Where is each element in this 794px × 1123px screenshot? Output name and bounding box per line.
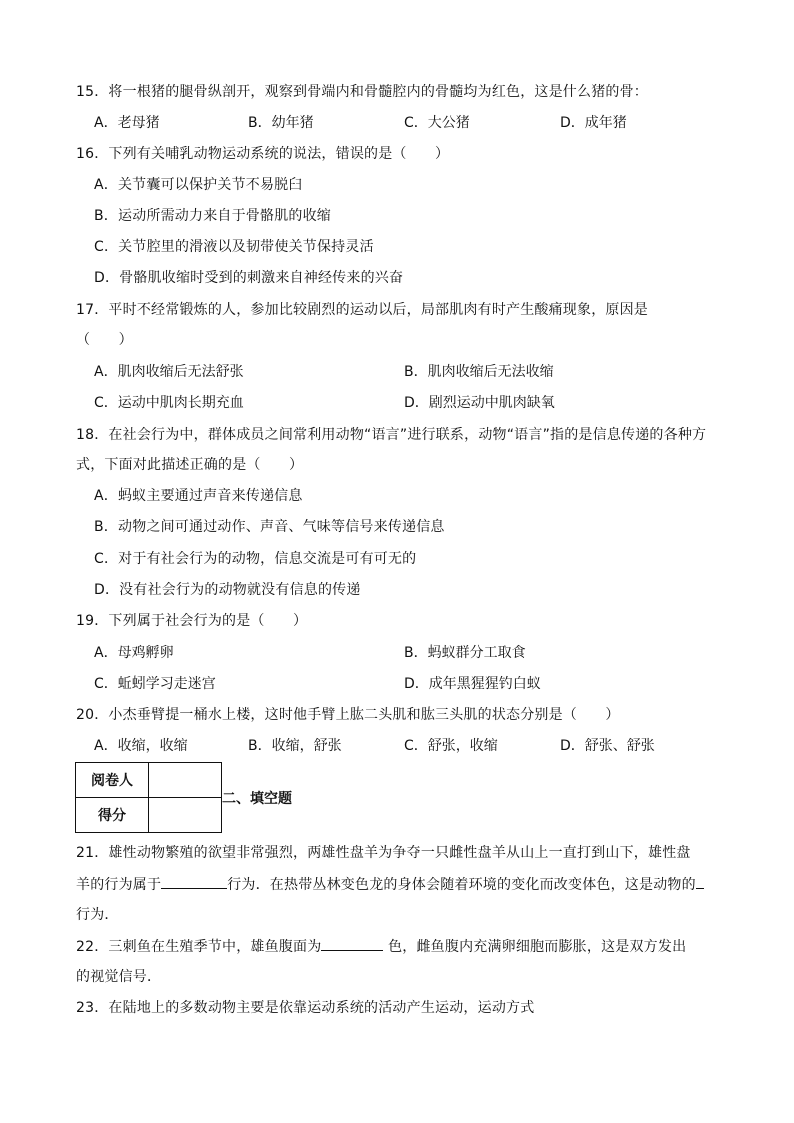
q19-option-b: B．蚂蚁群分工取食 [404, 645, 526, 661]
q21-answer-blank-1[interactable] [161, 874, 227, 889]
score-cell[interactable] [149, 798, 222, 833]
q21-answer-blank-2[interactable] [696, 874, 704, 889]
q16-option-b: B．运动所需动力来自于骨骼肌的收缩 [94, 208, 332, 224]
q22-line2: 的视觉信号． [76, 969, 162, 985]
q21-line3: 行为． [76, 907, 119, 923]
q15-option-b: B．幼年猪 [248, 115, 314, 131]
q22-text-before-blank: 22．三刺鱼在生殖季节中，雄鱼腹面为 [76, 939, 322, 955]
score-label: 得分 [76, 798, 149, 833]
q17-stem-line1: 17．平时不经常锻炼的人，参加比较剧烈的运动以后，局部肌肉有时产生酸痛现象，原因是 [76, 302, 649, 318]
q22-line1 [76, 936, 686, 957]
reviewer-label: 阅卷人 [76, 763, 149, 798]
q20-option-b: B．收缩，舒张 [248, 738, 342, 754]
q15-option-c: C．大公猪 [404, 115, 470, 131]
q15-stem: 15．将一根猪的腿骨纵剖开，观察到骨端内和骨髓腔内的骨髓均为红色，这是什么猪的骨： [76, 84, 649, 100]
q21-line2 [76, 874, 704, 895]
q21-text-after-blank: 行为．在热带丛林变色龙的身体会随着环境的变化而改变体色，这是动物的 [227, 877, 696, 893]
q20-stem: 20．小杰垂臂提一桶水上楼，这时他手臂上肱二头肌和肱三头肌的状态分别是（ ） [76, 707, 620, 723]
q21-text-before-blank: 羊的行为属于 [76, 877, 162, 893]
q23-line1: 23．在陆地上的多数动物主要是依靠运动系统的活动产生运动，运动方式 [76, 1000, 535, 1016]
q18-option-b: B．动物之间可通过动作、声音、气味等信号来传递信息 [94, 519, 445, 535]
q18-option-c: C．对于有社会行为的动物，信息交流是可有可无的 [94, 551, 417, 567]
q16-option-c: C．关节腔里的滑液以及韧带使关节保持灵活 [94, 239, 374, 255]
q17-stem-line2: （ ） [76, 332, 133, 348]
q17-option-c: C．运动中肌肉长期充血 [94, 395, 244, 411]
grader-table [75, 762, 222, 833]
reviewer-cell[interactable] [149, 763, 222, 798]
q18-option-d: D．没有社会行为的动物就没有信息的传递 [94, 582, 361, 598]
q19-option-a: A．母鸡孵卵 [94, 645, 174, 661]
section-title: 二、填空题 [222, 791, 292, 807]
q16-option-a: A．关节囊可以保护关节不易脱臼 [94, 177, 303, 193]
q17-option-d: D．剧烈运动中肌肉缺氧 [404, 395, 555, 411]
q20-option-d: D．舒张、舒张 [560, 738, 655, 754]
q20-option-c: C．舒张，收缩 [404, 738, 498, 754]
q17-option-b: B．肌肉收缩后无法收缩 [404, 364, 554, 380]
q19-stem: 19．下列属于社会行为的是（ ） [76, 613, 308, 629]
q22-text-after-blank: 色，雌鱼腹内充满卵细胞而膨胀，这是双方发出 [383, 939, 687, 955]
q18-stem-line2: 式，下面对此描述正确的是（ ） [76, 457, 304, 473]
q16-option-d: D．骨骼肌收缩时受到的刺激来自神经传来的兴奋 [94, 270, 404, 286]
q21-line1: 21．雄性动物繁殖的欲望非常强烈，两雄性盘羊为争夺一只雌性盘羊从山上一直打到山下，雄性盘 [76, 845, 691, 861]
q22-answer-blank[interactable] [321, 936, 383, 951]
q19-option-c: C．蚯蚓学习走迷宫 [94, 676, 216, 692]
q18-stem-line1: 18．在社会行为中，群体成员之间常利用动物“语言”进行联系，动物“语言”指的是信息传递的各种方 [76, 427, 707, 443]
q15-option-d: D．成年猪 [560, 115, 627, 131]
q17-option-a: A．肌肉收缩后无法舒张 [94, 364, 244, 380]
q19-option-d: D．成年黑猩猩钓白蚁 [404, 676, 541, 692]
q18-option-a: A．蚂蚁主要通过声音来传递信息 [94, 488, 303, 504]
q15-option-a: A．老母猪 [94, 115, 160, 131]
q16-stem: 16．下列有关哺乳动物运动系统的说法，错误的是（ ） [76, 146, 450, 162]
q20-option-a: A．收缩，收缩 [94, 738, 188, 754]
